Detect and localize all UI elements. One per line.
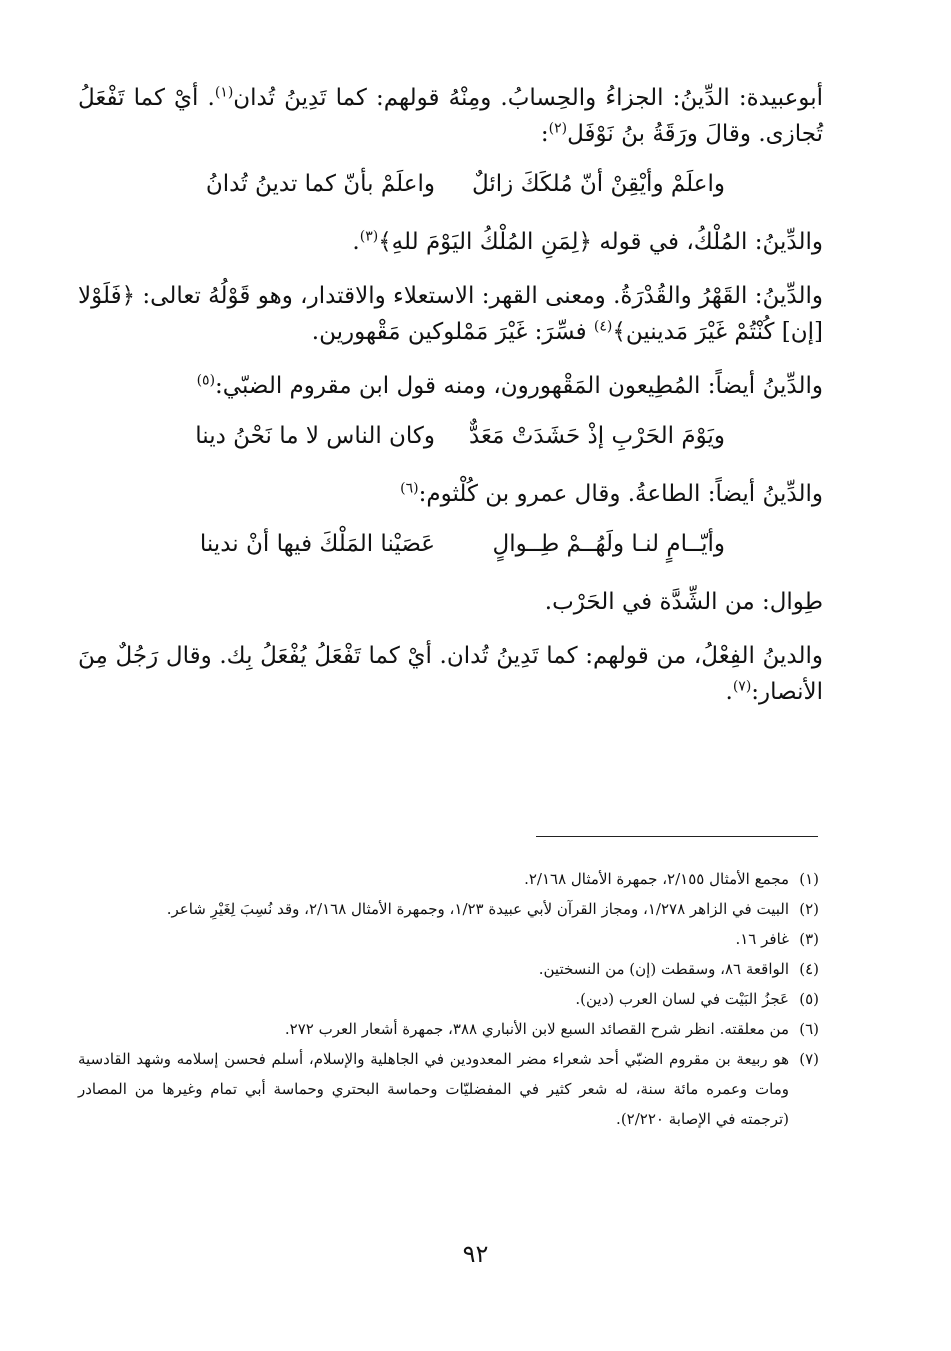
page-number: ٩٢ (462, 1240, 489, 1268)
verse-2 (78, 414, 823, 458)
footnote-6 (78, 1014, 819, 1044)
paragraph-2-end: . (352, 229, 360, 255)
footnote-number: (١) (799, 870, 819, 888)
paragraph-2-text: والدِّينُ: المُلْكُ، في قوله ﴿لِمَنِ المُلْكُ اليَوْمَ للهِ﴾ (378, 229, 823, 255)
paragraph-4 (78, 368, 823, 404)
paragraph-3-text: والدِّينُ: القَهْرُ والقُدْرَةُ. ومعنى القهر: الاستعلاء والاقتدار، وهو قَوْلُهُ تعالى: ﴿فَلَوْلا [إن] كُنْتُمْ غَيْرَ مَدينين﴾ (78, 283, 823, 345)
footnote-text: عَجزُ البَيْت في لسان العرب (دين). (575, 990, 789, 1008)
footnote-text: من معلقته. انظر شرح القصائد السبع لابن الأنباري ٣٨٨، جمهرة أشعار العرب ٢٧٢. (284, 1020, 789, 1038)
paragraph-1-end: : (540, 121, 549, 147)
footnote-4 (78, 954, 819, 984)
footnote-2 (78, 894, 819, 924)
footnote-text: غافر ١٦. (735, 930, 789, 948)
footnote-number: (٤) (799, 960, 819, 978)
footnote-ref-6[interactable]: (٦) (400, 480, 419, 497)
paragraph-4-text: والدِّينُ أيضاً: المُطِيعون المَقْهورون، ومنه قول ابن مقروم الضبّي: (215, 373, 823, 399)
footnote-ref-1[interactable]: (١) (214, 84, 234, 101)
paragraph-1-text: أبوعبيدة: الدِّينُ: الجزاءُ والحِسابُ. ومِنْهُ قولهم: كما تَدِينُ تُدان (233, 85, 823, 111)
paragraph-7 (78, 638, 823, 710)
footnote-text: هو ربيعة بن مقروم الضبّي أحد شعراء مضر المعدودين في الجاهلية والإسلام، أسلم فحسن إسلامه وشهد القادسية ومات وعمره مائة سنة، له شعر كثير في المفضليّات وحماسة البحتري وحماسة أبي تمام وغيرها من المصادر (ترجمته في الإصابة ٢/٢٢٠). (78, 1050, 789, 1128)
paragraph-1 (78, 80, 823, 152)
verse-3-second-hemistich: عَصَيْنا المَلْكَ فيها أنْ ندينا (199, 531, 435, 557)
footnote-number: (٣) (799, 930, 819, 948)
footnote-ref-2[interactable]: (٢) (548, 120, 568, 137)
paragraph-3-end: فسِّرَ: غَيْرَ مَمْلوكين مَقْهورين. (311, 319, 594, 345)
footnote-text: الواقعة ٨٦، وسقطت (إن) من النسختين. (538, 960, 789, 978)
verse-1 (78, 162, 823, 206)
paragraph-7-end: . (725, 679, 733, 705)
paragraph-3 (78, 278, 823, 350)
paragraph-7-text: والدينُ الفِعْلُ، من قولهم: كما تَدِينُ تُدان. أيْ كما تَفْعَلُ يُفْعَلُ بِك. وقال رَجُلٌ مِنَ الأنصار: (78, 643, 823, 705)
footnote-separator (536, 836, 818, 837)
verse-2-first-hemistich: ويَوْمَ الحَرْبِ إذْ حَشَدَتْ مَعَدٌّ (468, 423, 725, 449)
paragraph-2 (78, 224, 823, 260)
paragraph-6-text: طِوال: من الشِّدَّة في الحَرْب. (544, 589, 823, 615)
verse-2-second-hemistich: وكان الناس لا ما نَحْنُ دينا (195, 423, 435, 449)
footnote-number: (٢) (799, 900, 819, 918)
footnote-text: مجمع الأمثال ٢/١٥٥، جمهرة الأمثال ٢/١٦٨. (524, 870, 789, 888)
paragraph-5-text: والدِّينُ أيضاً: الطاعةُ. وقال عمرو بن كُلْثوم: (418, 481, 823, 507)
paragraph-5 (78, 476, 823, 512)
footnote-7 (78, 1044, 819, 1134)
paragraph-1-text-2: . أيْ كما تَفْعَلُ تُجازى. وقالَ ورَقَةُ بنُ نَوْفَل (78, 85, 823, 147)
footnote-ref-3[interactable]: (٣) (359, 228, 379, 245)
verse-1-first-hemistich: واعلَمْ وأيْقِنْ أنّ مُلكَكَ زائلٌ (471, 171, 725, 197)
verse-3-first-hemistich: وأيّــامٍ لنـا ولَهُــمْ طِــوالٍ (492, 531, 725, 557)
footnote-ref-5[interactable]: (٥) (196, 372, 216, 389)
footnote-number: (٥) (799, 990, 819, 1008)
footnote-number: (٧) (799, 1050, 819, 1068)
footnote-text: البيت في الزاهر ١/٢٧٨، ومجاز القرآن لأبي عبيدة ١/٢٣، وجمهرة الأمثال ٢/١٦٨، وقد نُسِبَ لِغَيْرِ شاعر. (166, 900, 789, 918)
footnote-ref-4[interactable]: (٤) (593, 318, 613, 335)
main-text (78, 80, 823, 710)
footnote-number: (٦) (799, 1020, 819, 1038)
verse-3 (78, 522, 823, 566)
paragraph-6 (78, 584, 823, 620)
footnote-5 (78, 984, 819, 1014)
verse-1-second-hemistich: واعلَمْ بأنّ كما تدينُ تُدانُ (205, 171, 435, 197)
footnote-3 (78, 924, 819, 954)
footnotes (78, 864, 819, 1134)
footnote-1 (78, 864, 819, 894)
footnote-ref-7[interactable]: (٧) (732, 678, 752, 695)
